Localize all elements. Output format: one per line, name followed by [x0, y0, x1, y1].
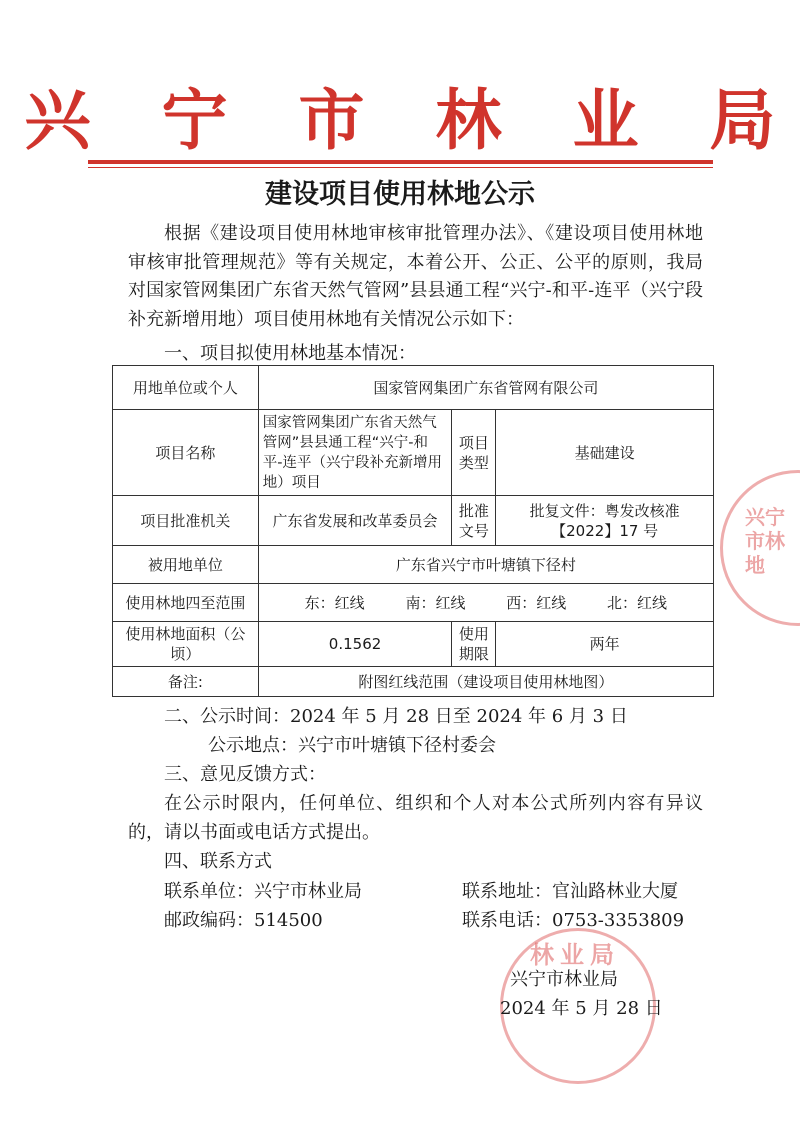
table-label: 使用林地四至范围 — [113, 584, 259, 622]
edge-seal-text: 兴宁市林地 — [745, 505, 785, 577]
table-row — [113, 546, 714, 584]
table-value — [258, 584, 713, 622]
table-row — [113, 496, 714, 546]
table-value: 0.1562 — [258, 622, 452, 667]
table-value: 两年 — [496, 622, 714, 667]
header-org-title: 兴 宁 市 林 业 局 — [24, 81, 800, 159]
table-row — [113, 584, 714, 622]
table-label: 用地单位或个人 — [113, 366, 259, 410]
table-value: 基础建设 — [496, 410, 714, 496]
header-red-rule-thin — [88, 167, 713, 168]
table-value: 附图红线范围（建设项目使用林地图） — [258, 667, 713, 697]
table-value: 批复文件：粤发改核准【2022】17 号 — [496, 496, 714, 546]
contact-unit: 联系单位：兴宁市林业局 — [164, 881, 362, 902]
table-value: 广东省发展和改革委员会 — [258, 496, 452, 546]
table-row — [113, 667, 714, 697]
table-row — [113, 622, 714, 667]
table-label: 项目批准机关 — [113, 496, 259, 546]
contact-postcode: 邮政编码：514500 — [164, 910, 323, 931]
project-info-table — [112, 365, 714, 697]
table-value: 国家管网集团广东省管网有限公司 — [258, 366, 713, 410]
table-value: 国家管网集团广东省天然气管网”县县通工程“兴宁-和平-连平（兴宁段补充新增用地）项目 — [258, 410, 452, 496]
signature-org: 兴宁市林业局 — [510, 969, 618, 990]
contact-phone: 联系电话：0753-3353809 — [462, 910, 685, 931]
document-title: 建设项目使用林地公示 — [265, 179, 535, 210]
table-row — [113, 366, 714, 410]
section2-publicity-time: 二、公示时间：2024 年 5 月 28 日至 2024 年 6 月 3 日 — [164, 706, 628, 727]
table-row — [113, 410, 714, 496]
header-red-rule — [88, 160, 713, 164]
table-label: 项目名称 — [113, 410, 259, 496]
boundary-north: 北：红线 — [607, 593, 668, 612]
section3-heading: 三、意见反馈方式： — [164, 764, 326, 785]
table-label: 批准文号 — [452, 496, 496, 546]
boundary-south: 南：红线 — [405, 593, 466, 612]
boundary-east: 东：红线 — [304, 593, 365, 612]
intro-paragraph: 根据《建设项目使用林地审核审批管理办法》、《建设项目使用林地审核审批管理规范》等有关规定，本着公开、公正、公平的原则，我局对国家管网集团广东省天然气管网”县县通工程“兴宁-和平-连平（兴宁段补充新增用地）项目使用林地有关情况公示如下： — [128, 223, 703, 330]
table-value: 广东省兴宁市叶塘镇下径村 — [258, 546, 713, 584]
boundary-west: 西：红线 — [506, 593, 567, 612]
seal-text: 林业局 — [530, 940, 620, 969]
table-label: 备注: — [113, 667, 259, 697]
table-label: 使用林地面积（公顷） — [113, 622, 259, 667]
feedback-paragraph: 在公示时限内，任何单位、组织和个人对本公式所列内容有异议的，请以书面或电话方式提出。 — [128, 793, 703, 843]
publicity-location: 公示地点：兴宁市叶塘镇下径村委会 — [208, 735, 496, 756]
section4-heading: 四、联系方式 — [164, 851, 272, 872]
contact-address: 联系地址：官汕路林业大厦 — [462, 881, 678, 902]
table-label: 项目类型 — [452, 410, 496, 496]
table-label: 使用期限 — [452, 622, 496, 667]
table-label: 被用地单位 — [113, 546, 259, 584]
signature-date: 2024 年 5 月 28 日 — [500, 998, 663, 1019]
section1-heading: 一、项目拟使用林地基本情况： — [164, 343, 416, 364]
